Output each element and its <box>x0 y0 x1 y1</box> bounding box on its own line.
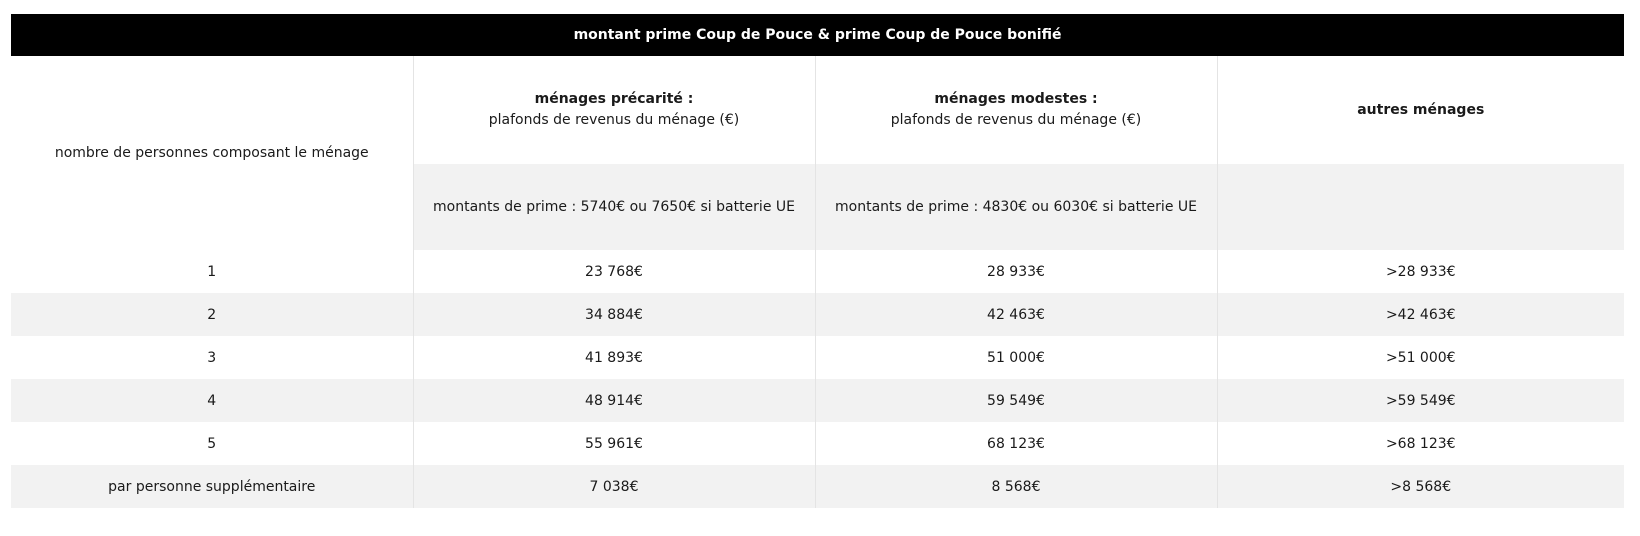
table-row <box>11 422 1624 465</box>
column-heading: ménages précarité : <box>534 91 694 107</box>
cell-modestes: 8 568€ <box>815 465 1217 508</box>
table-row <box>11 250 1624 293</box>
cell-autres: >51 000€ <box>1217 336 1624 379</box>
cell-modestes: 59 549€ <box>815 379 1217 422</box>
cell-autres: >68 123€ <box>1217 422 1624 465</box>
prime-amount-precarite: montants de prime : 5740€ ou 7650€ si batterie UE <box>413 164 815 250</box>
cell-autres: >8 568€ <box>1217 465 1624 508</box>
cell-precarite: 41 893€ <box>413 336 815 379</box>
cell-precarite: 34 884€ <box>413 293 815 336</box>
row-label: 4 <box>11 379 413 422</box>
column-header-modestes <box>815 56 1217 164</box>
prime-table <box>11 14 1624 508</box>
cell-precarite: 23 768€ <box>413 250 815 293</box>
prime-table-container <box>11 14 1624 508</box>
table-title-row <box>11 14 1624 56</box>
table-row <box>11 465 1624 508</box>
cell-autres: >28 933€ <box>1217 250 1624 293</box>
table-row <box>11 379 1624 422</box>
row-label: 5 <box>11 422 413 465</box>
column-subheading: plafonds de revenus du ménage (€) <box>488 112 740 128</box>
table-title: montant prime Coup de Pouce & prime Coup de Pouce bonifié <box>11 14 1624 56</box>
column-subheading: plafonds de revenus du ménage (€) <box>890 112 1142 128</box>
cell-modestes: 42 463€ <box>815 293 1217 336</box>
prime-amount-modestes: montants de prime : 4830€ ou 6030€ si batterie UE <box>815 164 1217 250</box>
column-header-autres <box>1217 56 1624 164</box>
cell-precarite: 48 914€ <box>413 379 815 422</box>
cell-modestes: 68 123€ <box>815 422 1217 465</box>
cell-modestes: 51 000€ <box>815 336 1217 379</box>
cell-autres: >59 549€ <box>1217 379 1624 422</box>
row-label: 3 <box>11 336 413 379</box>
column-heading: autres ménages <box>1357 101 1485 118</box>
cell-precarite: 55 961€ <box>413 422 815 465</box>
table-row <box>11 336 1624 379</box>
row-label: par personne supplémentaire <box>11 465 413 508</box>
cell-precarite: 7 038€ <box>413 465 815 508</box>
row-header-label: nombre de personnes composant le ménage <box>11 56 413 250</box>
row-label: 1 <box>11 250 413 293</box>
cell-modestes: 28 933€ <box>815 250 1217 293</box>
column-heading: ménages modestes : <box>934 91 1098 107</box>
table-row <box>11 293 1624 336</box>
column-header-row <box>11 56 1624 164</box>
column-header-precarite <box>413 56 815 164</box>
row-label: 2 <box>11 293 413 336</box>
prime-amount-autres <box>1217 164 1624 250</box>
cell-autres: >42 463€ <box>1217 293 1624 336</box>
